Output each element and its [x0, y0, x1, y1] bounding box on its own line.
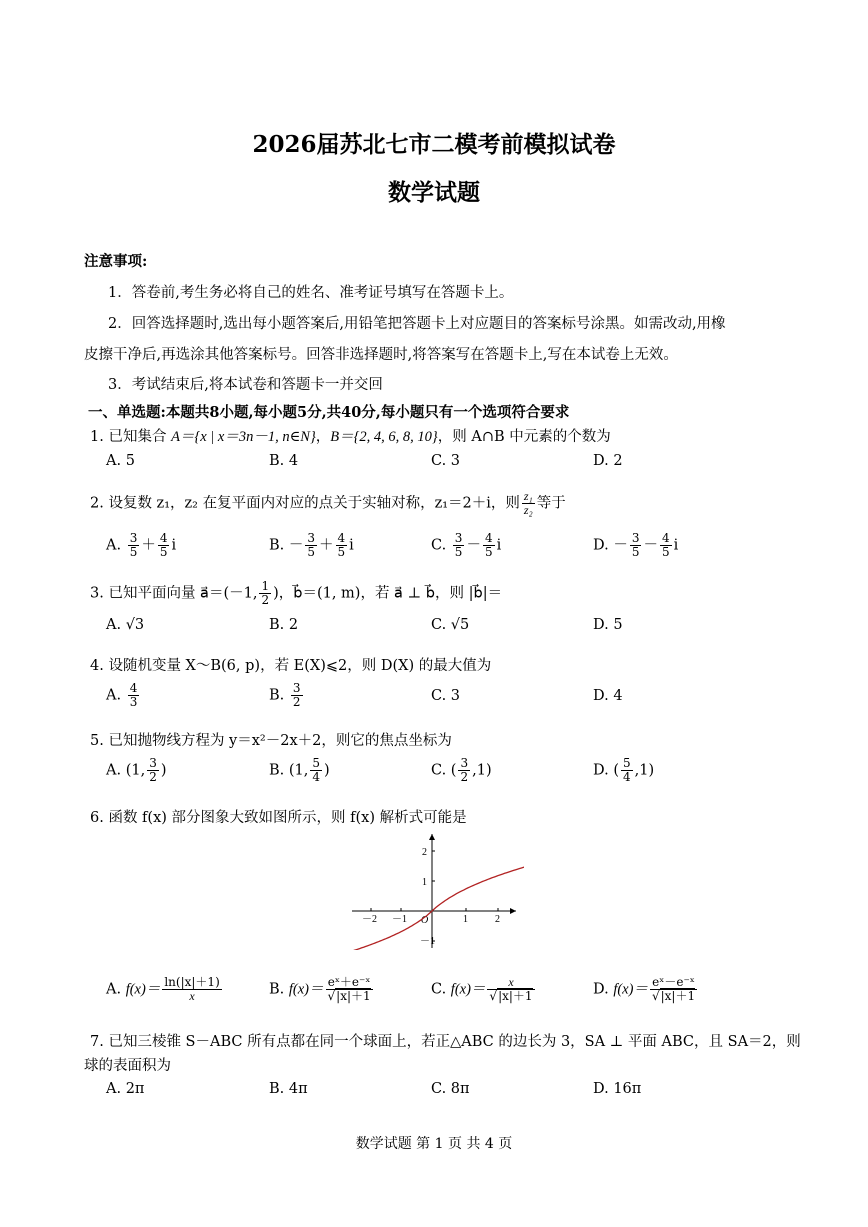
q4-a-den: 3 — [129, 695, 138, 709]
q6-b-frac — [326, 976, 373, 1003]
q6-b-den-radicand: |x|＋1 — [336, 989, 371, 1003]
function-curve — [349, 864, 524, 950]
q5-a-den: 2 — [149, 770, 157, 784]
q2-b-tail: i — [349, 537, 354, 554]
x-tick-label-m2: －2 — [362, 914, 377, 925]
q1-option-b: B. 4 — [269, 453, 299, 469]
q2-b-sign: － — [288, 537, 304, 554]
q6-d-num: eˣ－e⁻ˣ — [650, 976, 697, 990]
q6-a-num: ln(|x|＋1) — [164, 975, 220, 989]
question-4: 4. 设随机变量 X～B(6, p)，若 E(X)⩽2，则 D(X) 的最大值为 — [90, 658, 492, 674]
q2-option-d — [593, 532, 678, 559]
q7-option-a: A. 2π — [106, 1081, 145, 1097]
q2-a-d1: 5 — [129, 545, 138, 559]
q5-d-label: D. — [593, 762, 609, 779]
q6-option-d — [593, 976, 699, 1003]
q2-d-d2: 5 — [661, 545, 670, 559]
q3-option-d: D. 5 — [593, 617, 623, 633]
exam-title: 2026届苏北七市二模考前模拟试卷 — [252, 131, 616, 158]
q5-option-b — [269, 757, 330, 784]
q2-frac-num: z₁ — [523, 489, 533, 503]
x-tick-label-m1: －1 — [392, 914, 407, 925]
q5-b-den: 4 — [312, 770, 321, 784]
q2-a-frac2 — [158, 532, 170, 559]
q5-a-pre: (1, — [125, 762, 146, 779]
q4-a-label: A. — [106, 687, 122, 704]
q6-option-a — [106, 976, 224, 1003]
q5-c-pre: ( — [450, 762, 457, 779]
q2-option-b — [269, 532, 354, 559]
q4-a-frac — [128, 682, 140, 709]
q2-c-op: － — [466, 537, 481, 554]
notice-item-2-cont: 皮擦干净后,再选涂其他答案标号。回答非选择题时,将答案写在答题卡上,写在本试卷上无效。 — [84, 347, 678, 363]
q2-a-d2: 5 — [159, 545, 168, 559]
x-tick-label-2: 2 — [495, 914, 500, 925]
q5-c-num: 3 — [460, 756, 469, 770]
q6-b-den: √|x|＋1 — [327, 989, 371, 1003]
q1-option-a: A. 5 — [106, 453, 135, 469]
q5-option-d — [593, 757, 654, 784]
q2-b-n1: 3 — [307, 531, 316, 545]
question-3 — [90, 580, 502, 607]
q2-option-a — [106, 532, 176, 559]
q6-b-lhs: f(x)＝ — [288, 981, 324, 998]
q2-a-n2: 4 — [159, 531, 168, 545]
q6-d-lhs: f(x)＝ — [613, 981, 648, 998]
q6-b-label: B. — [269, 981, 285, 998]
y-tick-label-2: 2 — [422, 847, 427, 858]
q3-option-a: A. √3 — [106, 617, 145, 633]
q3-option-b: B. 2 — [269, 617, 299, 633]
q2-d-sign: － — [613, 537, 628, 554]
q2-frac-den: z₂ — [523, 503, 533, 517]
q2-pre: 2. 设复数 z₁，z₂ 在复平面内对应的点关于实轴对称，z₁＝2＋i，则 — [90, 495, 520, 512]
q2-d-op: － — [643, 537, 658, 554]
q2-a-tail: i — [171, 537, 177, 554]
q5-b-num: 5 — [312, 756, 321, 770]
q1-option-c: C. 3 — [431, 453, 461, 469]
q3-frac-den: 2 — [261, 593, 270, 607]
q5-c-den: 2 — [460, 770, 469, 784]
q6-c-lhs: f(x)＝ — [450, 981, 486, 998]
q1-post: ，则 A∩B 中元素的个数为 — [437, 429, 611, 445]
q6-option-c — [431, 976, 537, 1003]
q4-b-label: B. — [269, 687, 285, 704]
notice-heading: 注意事项: — [84, 253, 148, 270]
q1-set-a: A＝{x | x＝3n－1, n∈N} — [171, 429, 316, 445]
q2-b-n2: 4 — [337, 531, 346, 545]
q6-a-label: A. — [106, 981, 122, 998]
q2-b-frac1 — [305, 532, 317, 559]
q5-c-frac — [458, 757, 470, 784]
q6-a-lhs: f(x)＝ — [125, 981, 161, 998]
q6-a-den: x — [189, 989, 195, 1003]
q1-option-d: D. 2 — [593, 453, 623, 469]
q4-a-num: 4 — [129, 681, 138, 695]
q3-option-c: C. √5 — [431, 617, 470, 633]
q5-c-label: C. — [431, 762, 447, 779]
question-2 — [90, 490, 566, 517]
q4-option-b — [269, 682, 305, 709]
q2-b-frac2 — [336, 532, 348, 559]
q2-d-frac2 — [660, 532, 672, 559]
q2-c-frac2 — [483, 532, 495, 559]
q5-a-label: A. — [106, 762, 122, 779]
q6-c-den-radicand: |x|＋1 — [498, 989, 533, 1003]
q6-d-den: √|x|＋1 — [651, 989, 696, 1003]
q2-c-n1: 3 — [454, 531, 463, 545]
y-tick-label-m1: －1 — [420, 936, 435, 947]
q2-d-label: D. — [593, 537, 609, 554]
q2-c-d2: 5 — [484, 545, 493, 559]
y-axis-arrow — [429, 834, 435, 840]
q2-a-frac1 — [128, 532, 140, 559]
q7-option-d: D. 16π — [593, 1081, 642, 1097]
q6-d-den-radicand: |x|＋1 — [660, 989, 696, 1003]
q2-option-c — [431, 532, 501, 559]
notice-item-2: 2．回答选择题时,选出每小题答案后,用铅笔把答题卡上对应题目的答案标号涂黑。如需改动,用橡 — [108, 316, 726, 332]
q5-b-pre: (1, — [288, 762, 309, 779]
q5-d-den: 4 — [623, 770, 631, 784]
q3-post: )，b⃗＝(1, m)，若 a⃗ ⊥ b⃗，则 |b⃗|＝ — [273, 585, 503, 602]
q3-fraction — [259, 580, 271, 607]
q6-d-frac — [650, 976, 697, 1003]
q2-d-frac1 — [630, 532, 642, 559]
q5-b-post: ) — [324, 762, 330, 779]
q4-option-a — [106, 682, 141, 709]
q6-option-b — [269, 976, 375, 1003]
q2-d-d1: 5 — [631, 545, 640, 559]
q2-b-label: B. — [269, 537, 285, 554]
q5-option-c — [431, 757, 492, 784]
q6-c-den: √|x|＋1 — [489, 989, 533, 1003]
q1-mid: ， — [315, 429, 331, 445]
q2-d-n1: 3 — [631, 531, 640, 545]
q5-b-label: B. — [269, 762, 285, 779]
q2-fraction — [522, 490, 535, 517]
x-tick-label-1: 1 — [463, 914, 468, 925]
q6-b-num: eˣ＋e⁻ˣ — [326, 976, 373, 990]
notice-item-1: 1．答卷前,考生务必将自己的姓名、准考证号填写在答题卡上。 — [108, 285, 514, 301]
q2-d-n2: 4 — [661, 531, 670, 545]
y-tick-label-1: 1 — [422, 877, 427, 888]
q3-frac-num: 1 — [261, 579, 270, 593]
q5-option-a — [106, 757, 167, 784]
q2-b-d2: 5 — [337, 545, 346, 559]
exam-subtitle: 数学试题 — [388, 179, 480, 206]
q2-c-label: C. — [431, 537, 447, 554]
q4-option-d: D. 4 — [593, 688, 623, 704]
q3-pre: 3. 已知平面向量 a⃗＝(－1, — [90, 585, 258, 602]
q2-b-d1: 5 — [307, 545, 316, 559]
q1-pre: 1. 已知集合 — [90, 429, 172, 445]
question-5: 5. 已知抛物线方程为 y＝x²－2x＋2，则它的焦点坐标为 — [90, 733, 452, 749]
q6-c-label: C. — [431, 981, 447, 998]
question-1 — [90, 425, 611, 446]
q6-c-num: x — [487, 976, 534, 990]
q5-a-num: 3 — [149, 756, 157, 770]
q2-a-n1: 3 — [129, 531, 138, 545]
q5-d-pre: ( — [613, 762, 619, 779]
notice-item-3: 3．考试结束后,将本试卷和答题卡一并交回 — [108, 377, 383, 393]
q2-c-tail: i — [496, 537, 502, 554]
question-7: 7. 已知三棱锥 S－ABC 所有点都在同一个球面上，若正△ABC 的边长为 3，SA ⊥ 平面 ABC，且 SA＝2，则 — [90, 1034, 801, 1050]
function-graph — [344, 830, 524, 950]
question-6: 6. 函数 f(x) 部分图象大致如图所示，则 f(x) 解析式可能是 — [90, 810, 467, 826]
q2-c-d1: 5 — [454, 545, 463, 559]
q7-option-c: C. 8π — [431, 1081, 470, 1097]
q2-post: 等于 — [536, 495, 566, 512]
q2-c-frac1 — [453, 532, 465, 559]
x-axis-arrow — [510, 908, 516, 914]
q5-d-num: 5 — [623, 756, 631, 770]
q5-d-frac — [621, 757, 633, 784]
q1-set-b: B＝{2, 4, 6, 8, 10} — [330, 429, 438, 445]
q5-d-post: ,1) — [634, 762, 655, 779]
q5-a-frac — [147, 757, 159, 784]
page-footer: 数学试题 第 1 页 共 4 页 — [355, 1136, 513, 1152]
q4-b-den: 2 — [292, 695, 301, 709]
q2-a-label: A. — [106, 537, 122, 554]
q4-b-frac — [291, 682, 303, 709]
q6-a-frac — [162, 976, 221, 1003]
q7-option-b: B. 4π — [269, 1081, 308, 1097]
question-7-cont: 球的表面积为 — [84, 1058, 171, 1074]
q2-c-n2: 4 — [484, 531, 493, 545]
q4-option-c: C. 3 — [431, 688, 461, 704]
q5-c-post: ,1) — [472, 762, 492, 779]
q5-b-frac — [310, 757, 322, 784]
q2-d-tail: i — [673, 537, 679, 554]
origin-label: O — [421, 915, 429, 926]
q5-a-post: ) — [160, 762, 167, 779]
q2-a-op: ＋ — [141, 537, 156, 554]
q6-d-label: D. — [593, 981, 609, 998]
q6-c-frac — [487, 976, 534, 1003]
q2-b-op: ＋ — [319, 537, 334, 554]
section-heading: 一、单选题:本题共8小题,每小题5分,共40分,每小题只有一个选项符合要求 — [88, 404, 570, 421]
q4-b-num: 3 — [292, 681, 301, 695]
